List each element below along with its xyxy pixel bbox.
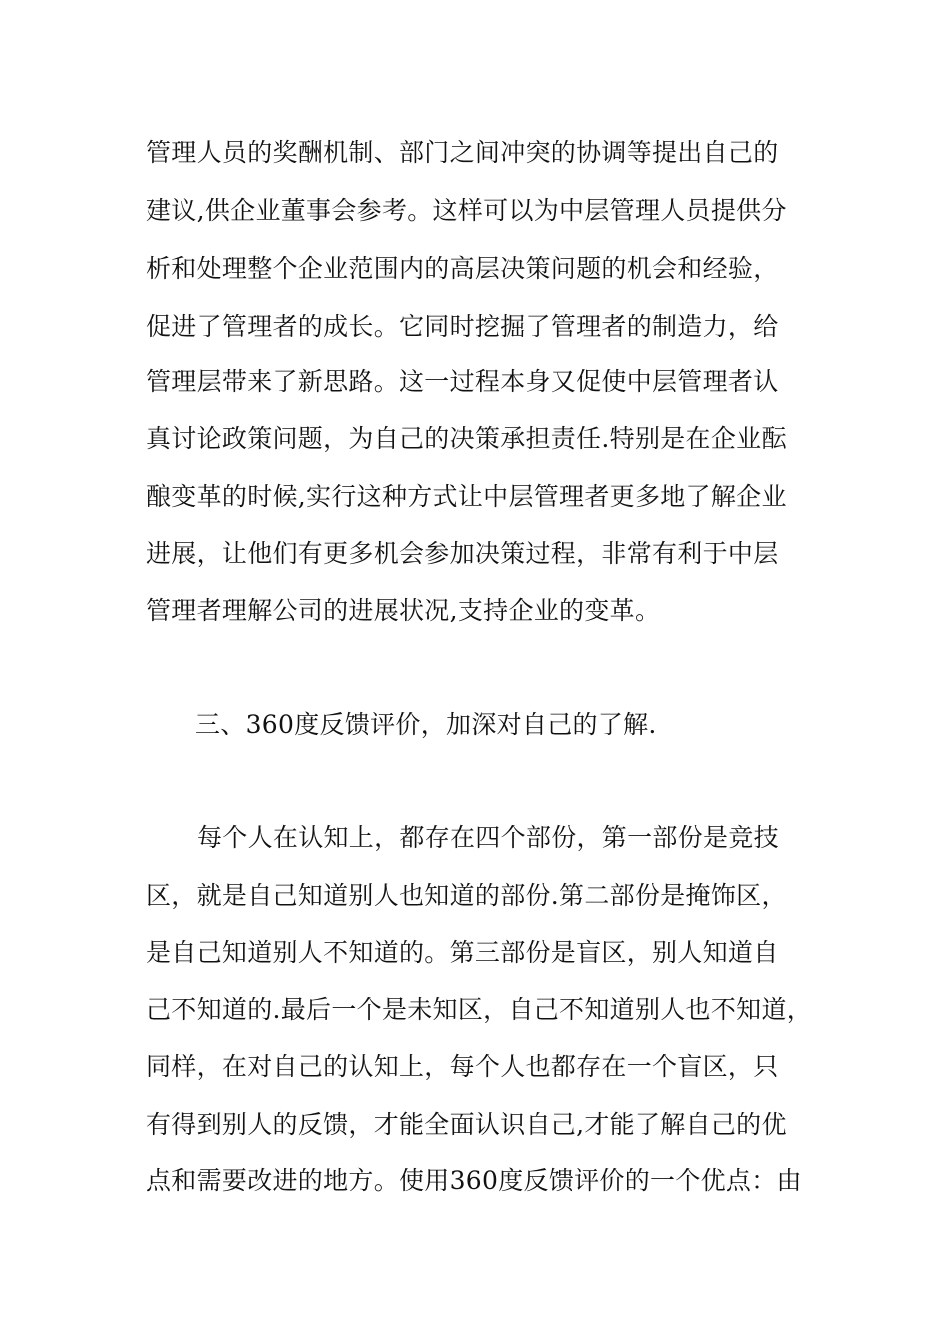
- paragraph-1-line-9: 管理者理解公司的进展状况,支持企业的变革。: [146, 596, 661, 625]
- paragraph-1-line-5: 管理层带来了新思路。这一过程本身又促使中层管理者认: [146, 367, 779, 396]
- paragraph-2-line-3: 是自己知道别人不知道的。第三部份是盲区，别人知道自: [146, 938, 779, 967]
- paragraph-2-line-4: 己不知道的.最后一个是未知区，自己不知道别人也不知道，: [146, 995, 813, 1024]
- paragraph-1-line-8: 进展，让他们有更多机会参加决策过程，非常有利于中层: [146, 539, 779, 568]
- paragraph-2-line-5: 同样，在对自己的认知上，每个人也都存在一个盲区，只: [146, 1052, 779, 1081]
- paragraph-1-line-4: 促进了管理者的成长。它同时挖掘了管理者的制造力，给: [146, 312, 779, 341]
- paragraph-1-line-7: 酿变革的时候,实行这种方式让中层管理者更多地了解企业: [146, 482, 787, 511]
- paragraph-1-line-1: 管理人员的奖酬机制、部门之间冲突的协调等提出自己的: [146, 138, 779, 167]
- paragraph-2-line-1: 每个人在认知上，都存在四个部份，第一部份是竞技: [197, 823, 779, 852]
- section-heading: 三、360度反馈评价，加深对自己的了解.: [195, 710, 657, 739]
- paragraph-1-line-3: 析和处理整个企业范围内的高层决策问题的机会和经验，: [146, 254, 779, 283]
- paragraph-2-line-6: 有得到别人的反馈，才能全面认识自己,才能了解自己的优: [146, 1110, 787, 1139]
- paragraph-1-line-6: 真讨论政策问题，为自己的决策承担责任.特别是在企业酝: [146, 424, 787, 453]
- paragraph-2-line-7: 点和需要改进的地方。使用360度反馈评价的一个优点：由: [146, 1166, 802, 1195]
- paragraph-2-line-2: 区，就是自己知道别人也知道的部份.第二部份是掩饰区，: [146, 881, 787, 910]
- paragraph-1-line-2: 建议,供企业董事会参考。这样可以为中层管理人员提供分: [146, 196, 787, 225]
